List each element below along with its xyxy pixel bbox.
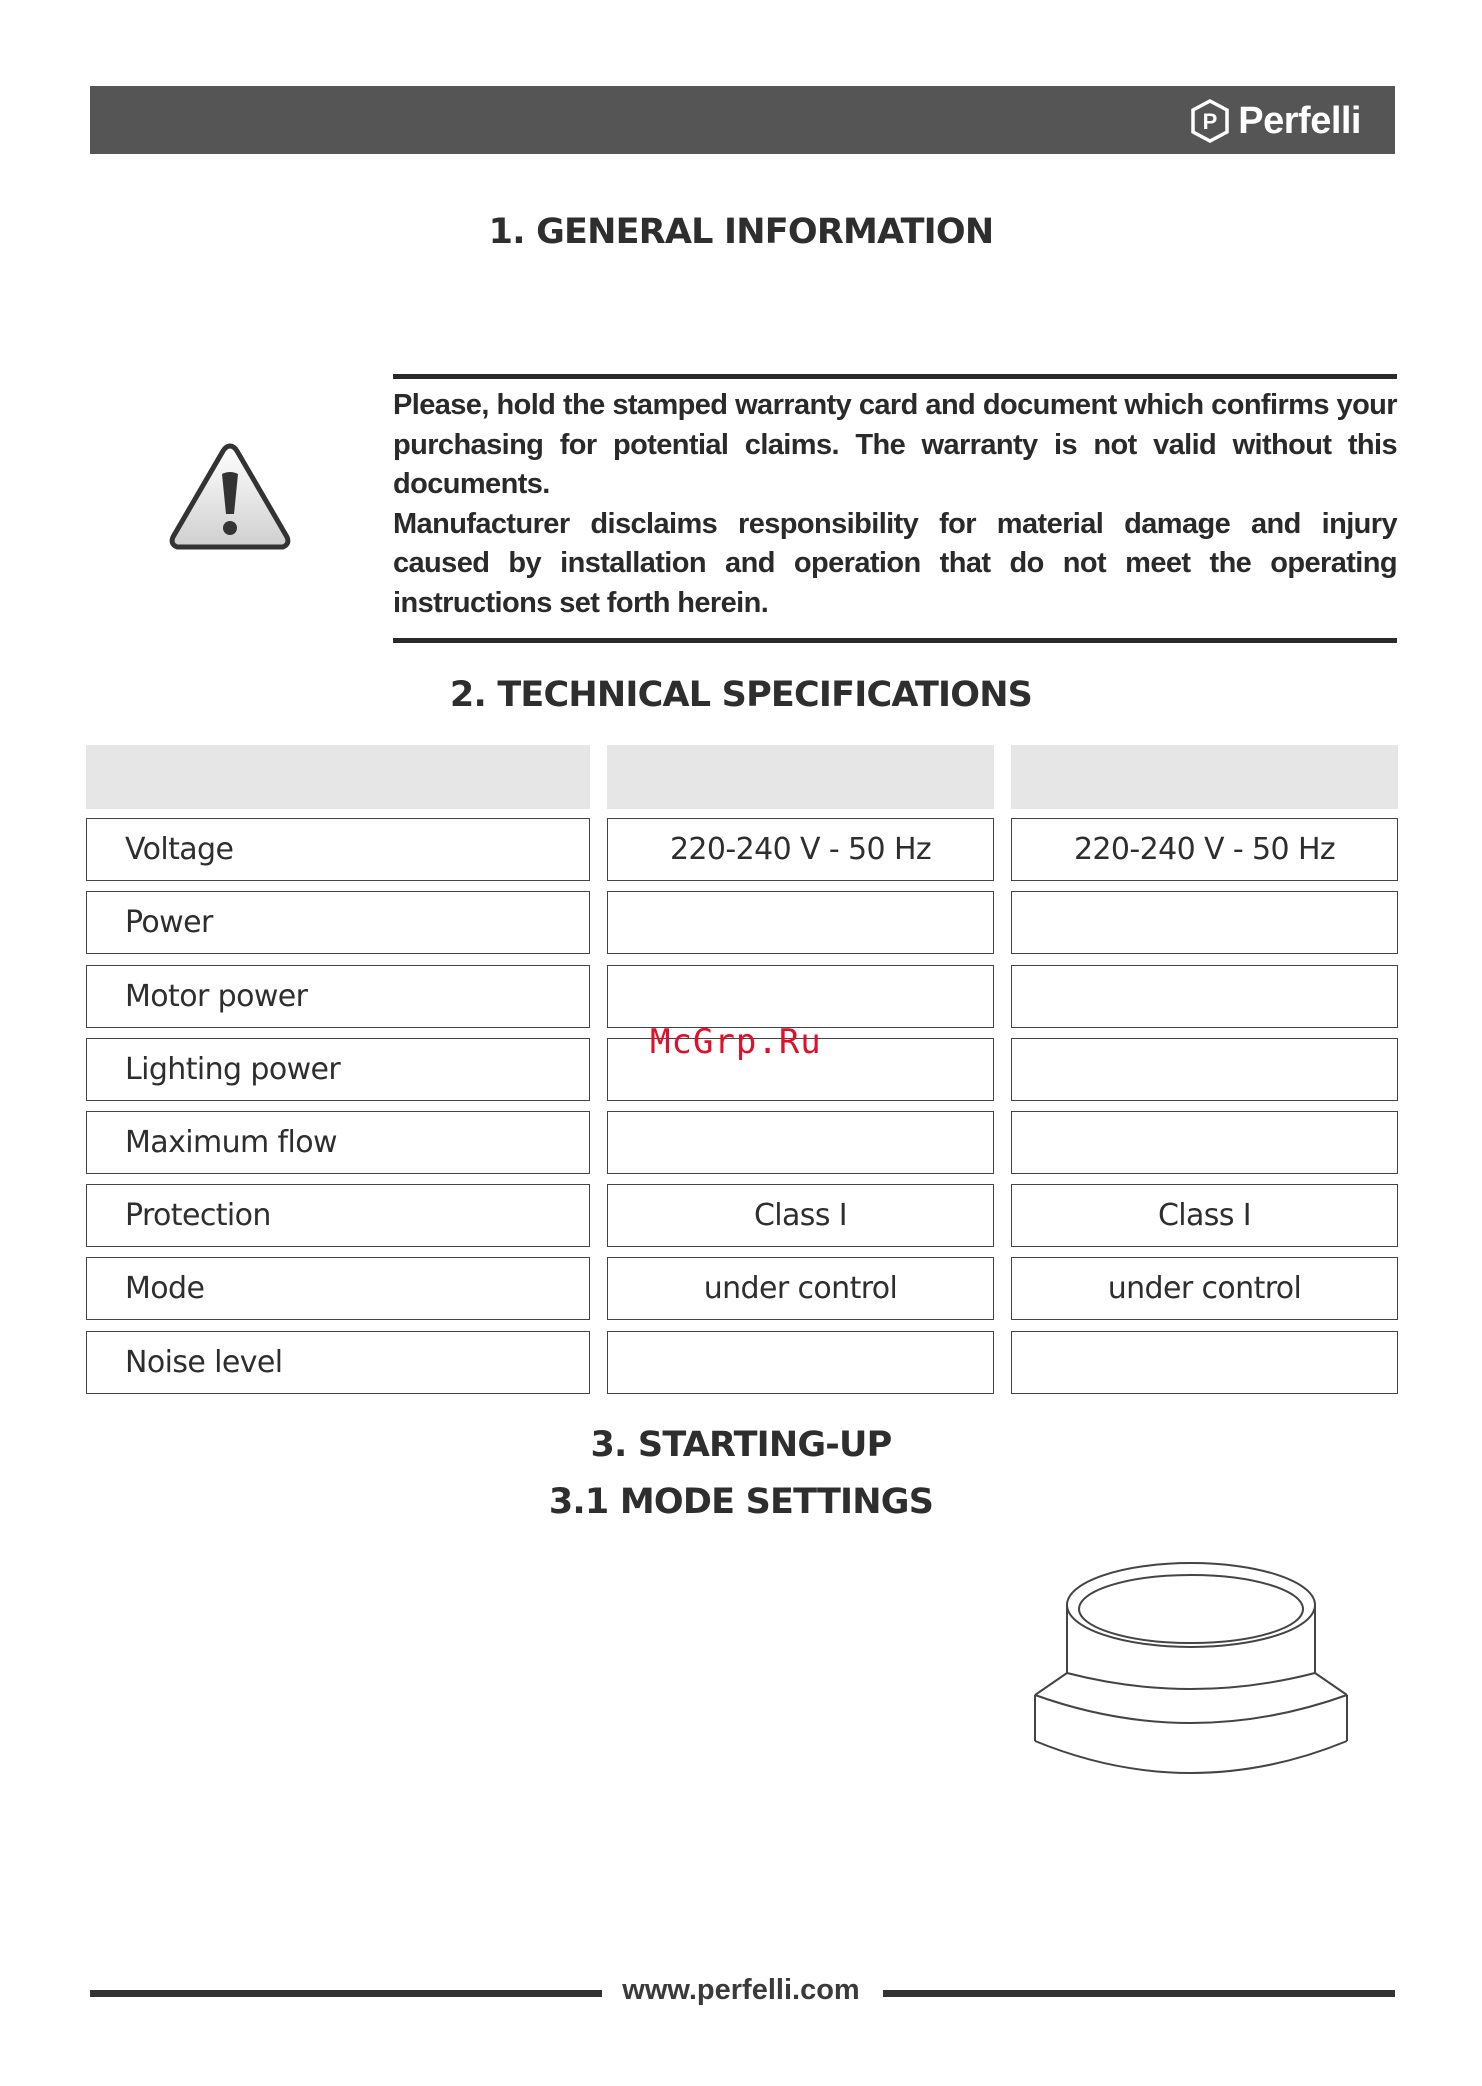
footer-url[interactable]: www.perfelli.com [622, 1974, 860, 2006]
spec-value: under control [607, 1257, 994, 1320]
spec-value: under control [1011, 1257, 1398, 1320]
spec-label: Motor power [86, 965, 590, 1028]
spec-value [607, 1331, 994, 1394]
warning-icon [168, 440, 292, 554]
section-title-starting-up: 3. STARTING-UP [590, 1425, 892, 1465]
spec-label: Maximum flow [86, 1111, 590, 1174]
spec-value [607, 965, 994, 1028]
table-header-label [86, 745, 590, 809]
spec-value: Class I [1011, 1184, 1398, 1247]
section-title-general: 1. GENERAL INFORMATION [488, 212, 994, 252]
section-title-mode-settings: 3.1 MODE SETTINGS [548, 1482, 934, 1522]
spec-value [607, 891, 994, 954]
table-header-model-2 [1011, 745, 1398, 809]
spec-value: 220-240 V - 50 Hz [1011, 818, 1398, 881]
liability-paragraph: Manufacturer disclaims responsibility for material damage and injury caused by installation and operation that do not meet the operating instructions set forth herein. [393, 507, 1397, 619]
perfelli-logo-icon [1188, 99, 1232, 143]
spec-label: Protection [86, 1184, 590, 1247]
spec-label: Noise level [86, 1331, 590, 1394]
spec-value [607, 1111, 994, 1174]
duct-adapter-illustration [1025, 1555, 1357, 1815]
spec-value [1011, 891, 1398, 954]
table-header-model-1 [607, 745, 994, 809]
divider-top [393, 374, 1397, 379]
warranty-paragraph: Please, hold the stamped warranty card and document which confirms your purchasing for potential claims. The warranty is not valid without this documents. [393, 389, 1397, 500]
brand-logo [1188, 100, 1361, 142]
divider-bottom [393, 638, 1397, 643]
spec-label: Mode [86, 1257, 590, 1320]
spec-value [1011, 965, 1398, 1028]
watermark: McGrp.Ru [650, 1022, 822, 1062]
spec-label: Lighting power [86, 1038, 590, 1101]
section-title-tech-specs: 2. TECHNICAL SPECIFICATIONS [449, 675, 1033, 715]
spec-value [1011, 1331, 1398, 1394]
spec-value [1011, 1111, 1398, 1174]
spec-label: Voltage [86, 818, 590, 881]
header-bar [90, 86, 1395, 154]
spec-label: Power [86, 891, 590, 954]
svg-text:P: P [1202, 109, 1218, 134]
spec-value: Class I [607, 1184, 994, 1247]
spec-value: 220-240 V - 50 Hz [607, 818, 994, 881]
spec-value [1011, 1038, 1398, 1101]
brand-name: Perfelli [1238, 99, 1361, 142]
warranty-notice [393, 386, 1397, 623]
